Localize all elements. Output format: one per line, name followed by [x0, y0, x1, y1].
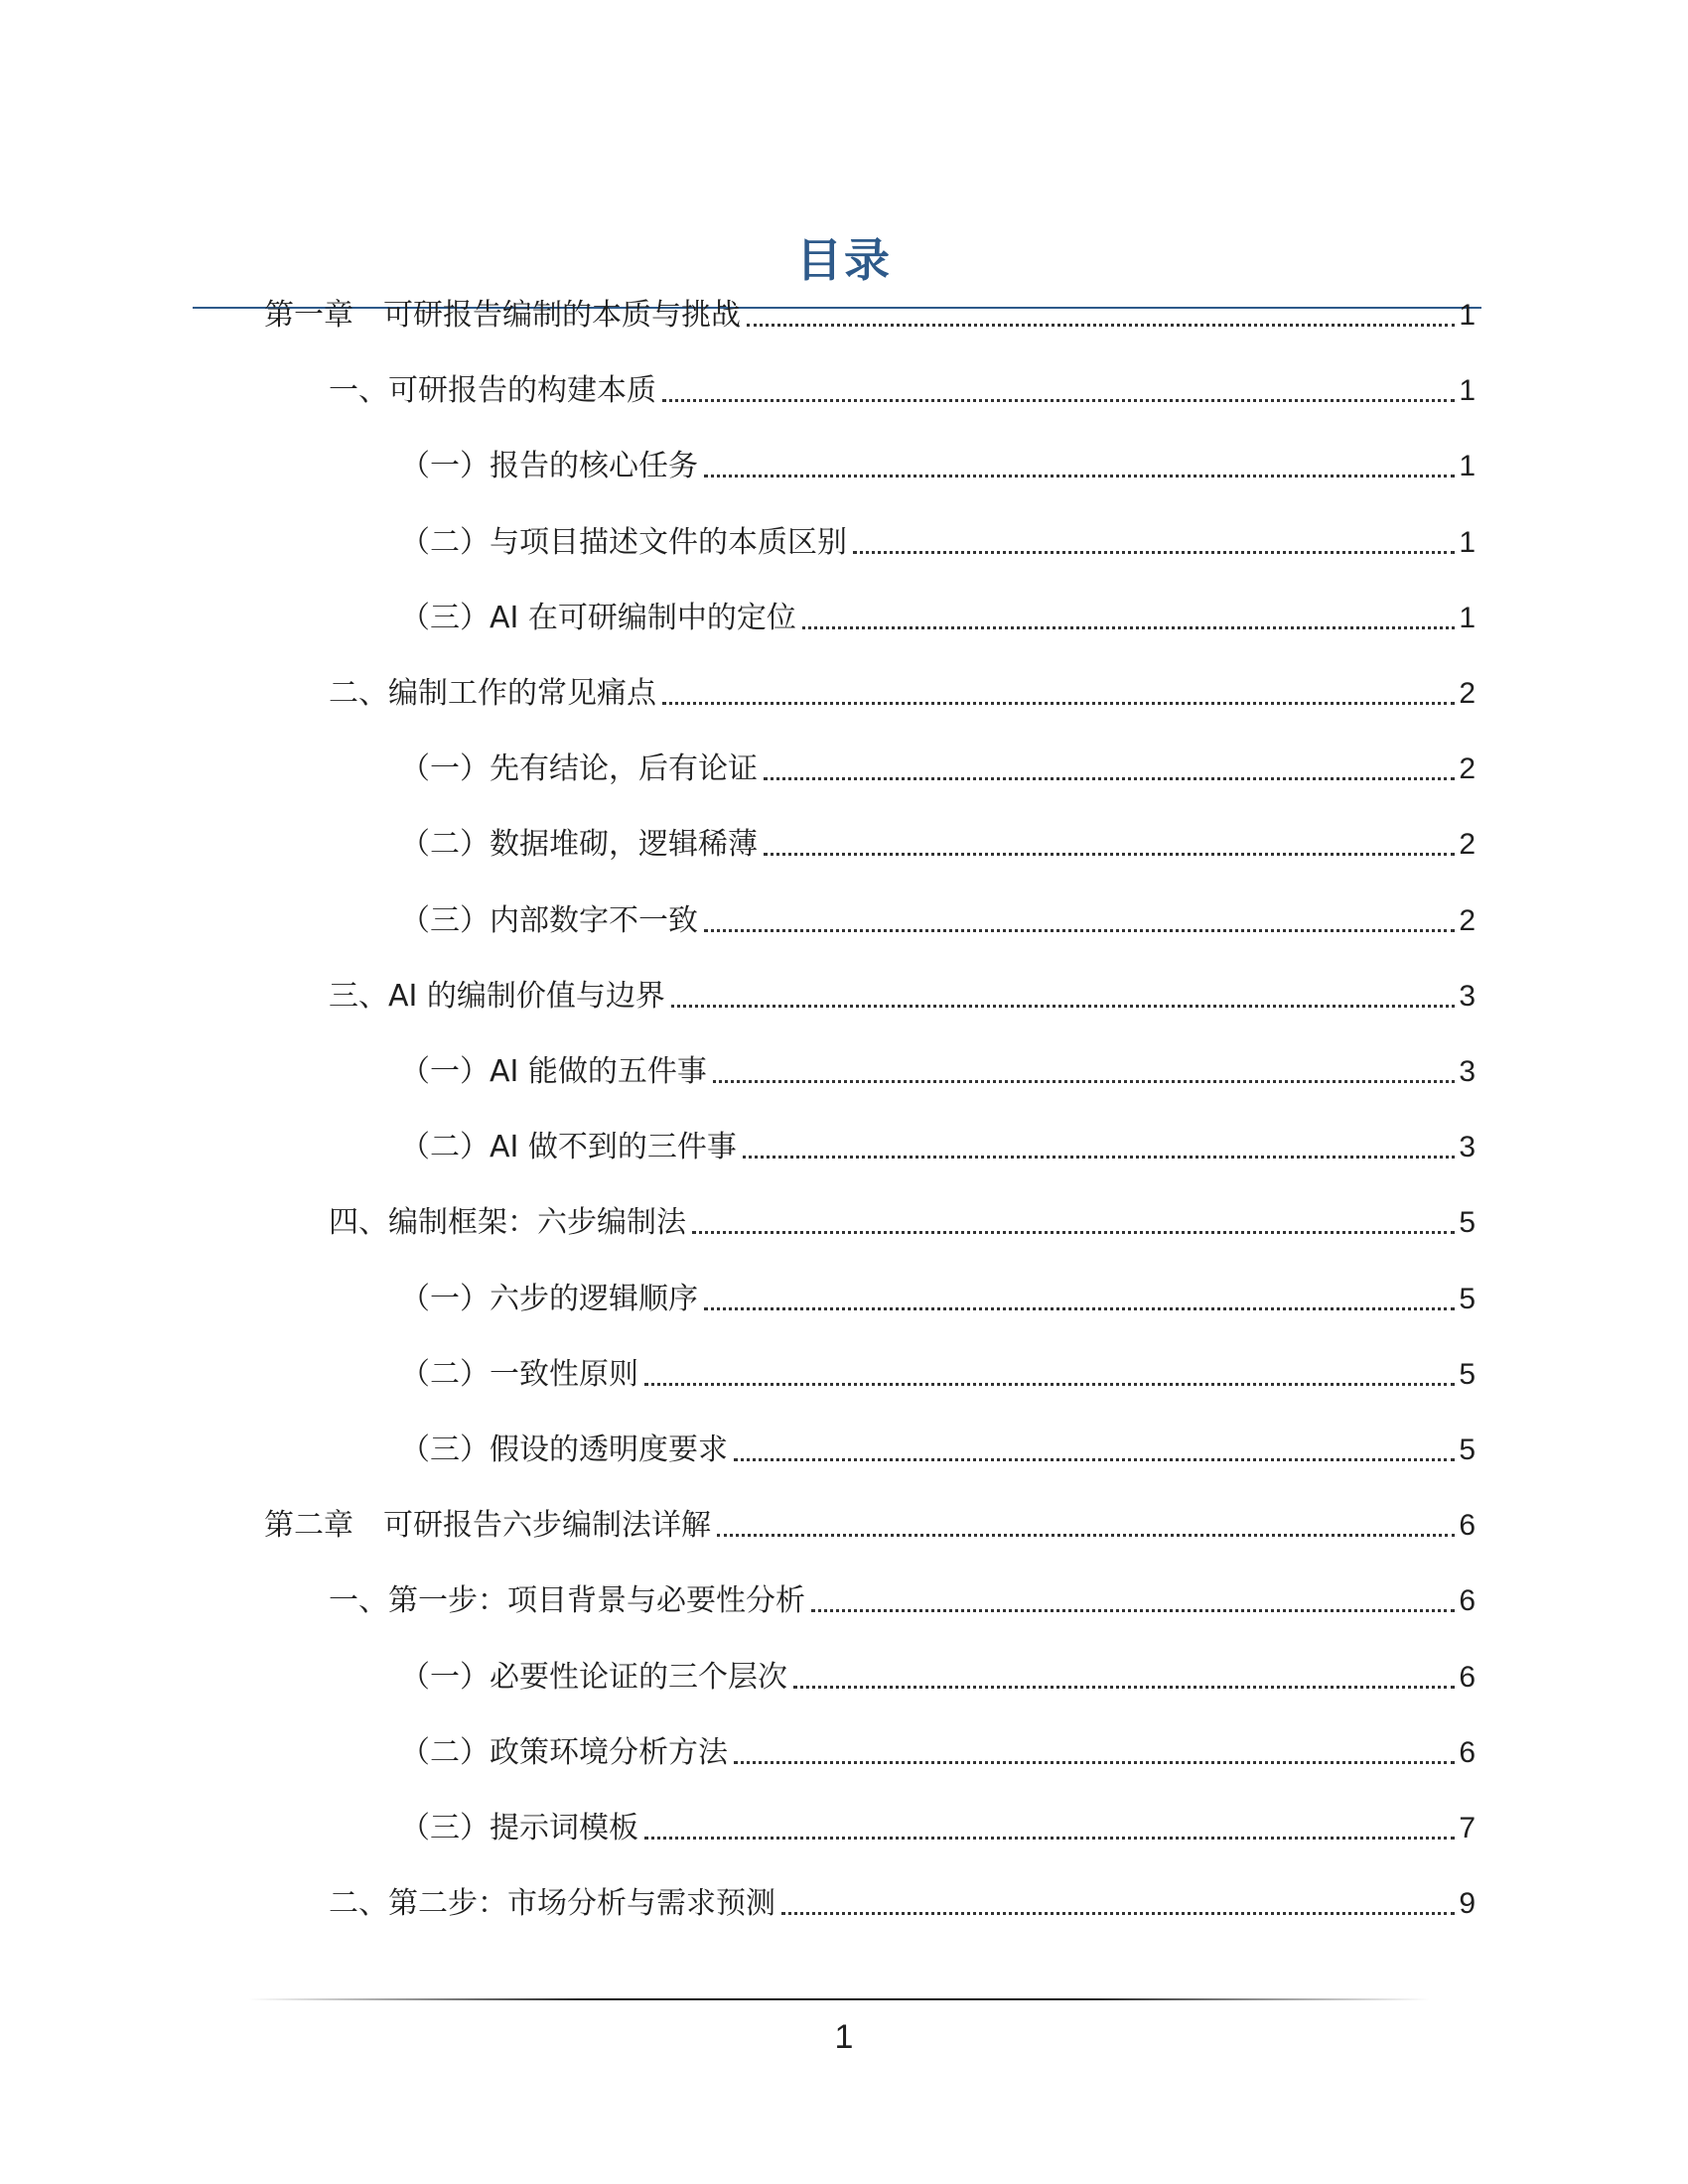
toc-entry[interactable]	[329, 1571, 1476, 1621]
toc-entry-title: 一、第一步：项目背景与必要性分析	[329, 1583, 805, 1619]
toc-dot-leader	[644, 1383, 1455, 1386]
toc-dot-leader	[764, 777, 1455, 780]
toc-entry-title: 第二章 可研报告六步编制法详解	[264, 1508, 711, 1544]
toc-entry-page-number: 6	[1459, 1660, 1476, 1694]
toc-entry[interactable]	[400, 1345, 1476, 1395]
toc-entry-page-number: 2	[1459, 677, 1476, 710]
toc-entry-page-number: 5	[1459, 1357, 1476, 1391]
toc-entry-title: 一、可研报告的构建本质	[329, 373, 656, 409]
toc-dot-leader	[717, 1534, 1455, 1537]
toc-dot-leader	[793, 1686, 1455, 1689]
toc-dot-leader	[764, 853, 1455, 856]
toc-entry-title: （二）政策环境分析方法	[400, 1734, 728, 1770]
toc-entry-title: （二）数据堆砌，逻辑稀薄	[400, 827, 758, 863]
toc-entry-title: （二）与项目描述文件的本质区别	[400, 524, 847, 560]
toc-entry-title: 第一章 可研报告编制的本质与挑战	[264, 298, 741, 333]
toc-entry[interactable]	[400, 1118, 1476, 1167]
toc-entry-page-number: 2	[1459, 752, 1476, 786]
toc-entry[interactable]	[400, 1723, 1476, 1773]
toc-dot-leader	[734, 1458, 1455, 1461]
toc-dot-leader	[811, 1609, 1455, 1612]
toc-dot-leader	[704, 1307, 1455, 1310]
toc-entry-title: （三）AI 在可研编制中的定位	[400, 600, 796, 635]
toc-entry[interactable]	[400, 1042, 1476, 1092]
toc-entry[interactable]	[264, 1496, 1476, 1546]
toc-entry-page-number: 7	[1459, 1812, 1476, 1844]
toc-entry[interactable]	[400, 1421, 1476, 1470]
toc-entry-title: （一）报告的核心任务	[400, 449, 698, 484]
toc-dot-leader	[781, 1912, 1455, 1915]
toc-entry[interactable]	[400, 815, 1476, 865]
footer-divider	[248, 1998, 1430, 2000]
toc-entry-page-number: 1	[1459, 299, 1476, 332]
toc-entry[interactable]	[264, 286, 1476, 336]
toc-entry-page-number: 1	[1459, 450, 1476, 483]
toc-entry[interactable]	[400, 513, 1476, 563]
toc-entry-page-number: 5	[1459, 1433, 1476, 1466]
toc-dot-leader	[644, 1837, 1455, 1840]
toc-dot-leader	[734, 1761, 1455, 1764]
page-title: 目录	[796, 233, 892, 287]
toc-entry[interactable]	[400, 1648, 1476, 1698]
toc-entry-page-number: 5	[1459, 1282, 1476, 1315]
toc-entry[interactable]	[329, 361, 1476, 411]
toc-dot-leader	[704, 475, 1455, 478]
toc-entry-page-number: 1	[1459, 374, 1476, 408]
toc-entry-title: 三、AI 的编制价值与边界	[329, 978, 665, 1014]
toc-entry-page-number: 6	[1459, 1509, 1476, 1543]
toc-entry-title: 二、第二步：市场分析与需求预测	[329, 1886, 775, 1922]
toc-dot-leader	[743, 1156, 1455, 1159]
toc-entry[interactable]	[329, 1874, 1476, 1924]
toc-entry-title: （三）提示词模板	[400, 1811, 638, 1845]
toc-entry[interactable]	[400, 1799, 1476, 1848]
toc-entry-page-number: 3	[1459, 979, 1476, 1013]
toc-entry[interactable]	[329, 664, 1476, 714]
toc-entry[interactable]	[329, 967, 1476, 1017]
toc-entry[interactable]	[400, 1270, 1476, 1319]
toc-dot-leader	[802, 626, 1455, 629]
toc-entry-page-number: 2	[1459, 828, 1476, 862]
toc-entry-page-number: 3	[1459, 1131, 1476, 1164]
toc-entry-title: （一）AI 能做的五件事	[400, 1054, 707, 1089]
toc-entry-title: （二）AI 做不到的三件事	[400, 1130, 737, 1165]
toc-dot-leader	[662, 399, 1455, 402]
toc-entry-title: （二）一致性原则	[400, 1356, 638, 1392]
toc-entry[interactable]	[400, 740, 1476, 789]
toc-entry-page-number: 1	[1459, 525, 1476, 559]
toc-entry-page-number: 6	[1459, 1735, 1476, 1769]
toc-dot-leader	[704, 929, 1455, 932]
toc-entry[interactable]	[400, 589, 1476, 638]
toc-dot-leader	[692, 1231, 1455, 1234]
toc-entry-title: （三）内部数字不一致	[400, 902, 698, 938]
toc-dot-leader	[671, 1005, 1455, 1008]
toc-entry[interactable]	[400, 437, 1476, 486]
toc-entry-title: （一）先有结论，后有论证	[400, 751, 758, 787]
toc-entry-title: （三）假设的透明度要求	[400, 1433, 728, 1467]
toc-entry-page-number: 2	[1459, 903, 1476, 937]
toc-entry-title: （一）六步的逻辑顺序	[400, 1281, 698, 1316]
toc-entry[interactable]	[329, 1193, 1476, 1243]
toc-entry-page-number: 9	[1459, 1887, 1476, 1921]
toc-entry-title: 二、编制工作的常见痛点	[329, 676, 656, 711]
toc-entry-page-number: 5	[1459, 1206, 1476, 1240]
toc-dot-leader	[713, 1080, 1455, 1083]
toc-dot-leader	[853, 551, 1455, 554]
toc-dot-leader	[662, 702, 1455, 705]
footer-page-number: 1	[834, 2018, 854, 2056]
toc-entry-page-number: 1	[1459, 601, 1476, 634]
toc-dot-leader	[747, 324, 1455, 327]
toc-entry-title: 四、编制框架：六步编制法	[329, 1205, 686, 1241]
toc-entry[interactable]	[400, 891, 1476, 941]
toc-entry-page-number: 6	[1459, 1584, 1476, 1618]
toc-entry-page-number: 3	[1459, 1055, 1476, 1088]
toc-entry-title: （一）必要性论证的三个层次	[400, 1659, 787, 1695]
